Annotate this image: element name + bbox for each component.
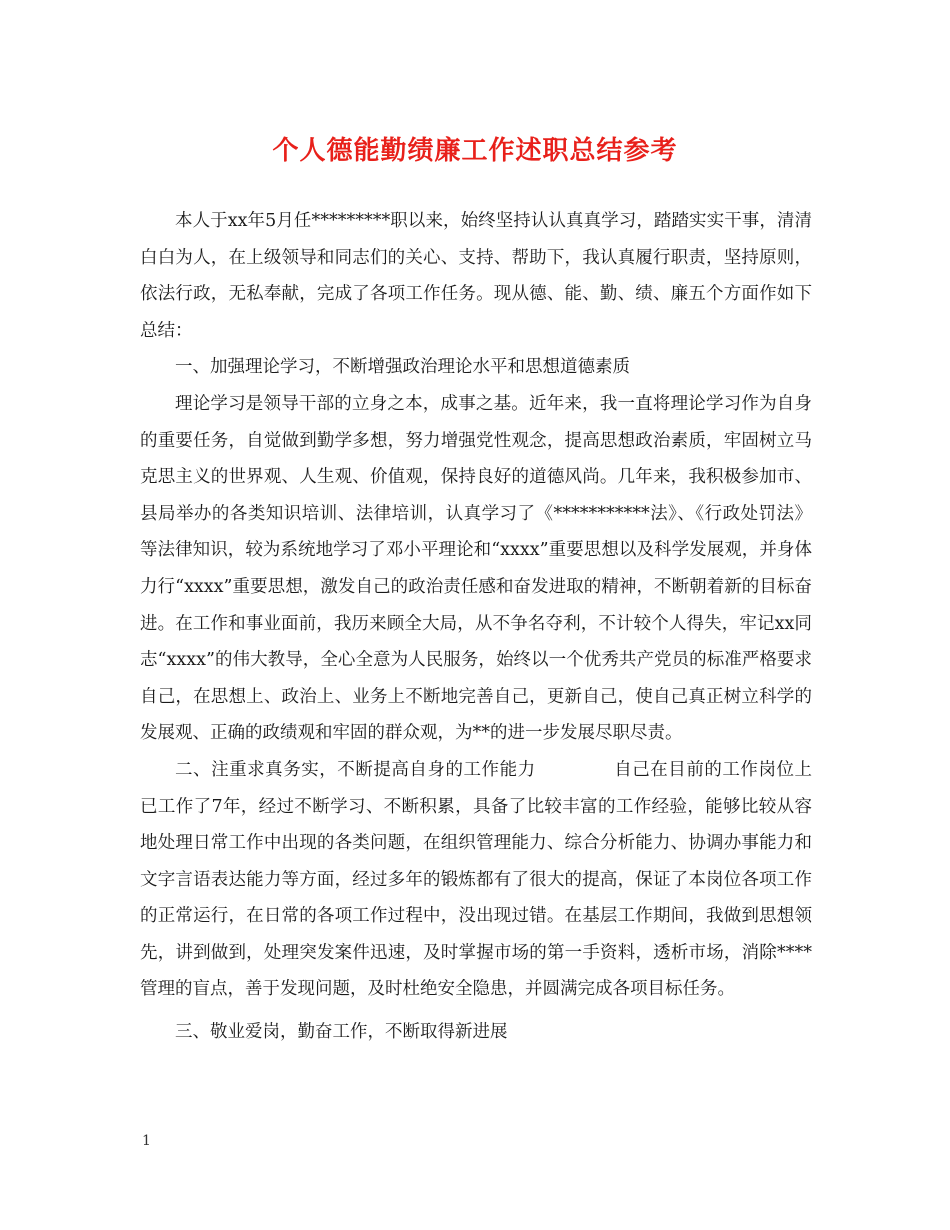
section-one-paragraph: 理论学习是领导干部的立身之本，成事之基。近年来，我一直将理论学习作为自身的重要任务，自觉做到勤学多想，努力增强党性观念，提高思想政治素质，牢固树立马克思主义的世界观、人生观、价值观，保持良好的道德风尚。几年来，我积极参加市、县局举办的各类知识培训、法律培训，认真学习了《***********法》、《行政处罚法》等法律知识，较为系统地学习了邓小平理论和“xxxx”重要思想以及科学发展观，并身体力行“xxxx”重要思想，激发自己的政治责任感和奋发进取的精神，不断朝着新的目标奋进。在工作和事业面前，我历来顾全大局，从不争名夺利，不计较个人得失，牢记xx同志“xxxx”的伟大教导，全心全意为人民服务，始终以一个优秀共产党员的标准严格要求自己，在思想上、政治上、业务上不断地完善自己，更新自己，使自己真正树立科学的发展观、正确的政绩观和牢固的群众观，为**的进一步发展尽职尽责。 xyxy=(140,393,812,744)
page-number: 1 xyxy=(142,1133,151,1149)
section-three-heading: 三、敬业爱岗，勤奋工作，不断取得新进展 xyxy=(175,1022,508,1043)
document-body xyxy=(140,203,812,1051)
section-one-heading: 一、加强理论学习，不断增强政治理论水平和思想道德素质 xyxy=(175,357,630,378)
intro-paragraph: 本人于xx年5月任*********职以来，始终坚持认认真真学习，踏踏实实干事，清清白白为人，在上级领导和同志们的关心、支持、帮助下，我认真履行职责，坚持原则，依法行政，无私奉献，完成了各项工作任务。现从德、能、勤、绩、廉五个方面作如下总结： xyxy=(140,211,812,341)
section-two-text: 自己在目前的工作岗位上已工作了7年，经过不断学习、不断积累，具备了比较丰富的工作经验，能够比较从容地处理日常工作中出现的各类问题，在组织管理能力、综合分析能力、协调办事能力和文字言语表达能力等方面，经过多年的锻炼都有了很大的提高，保证了本岗位各项工作的正常运行，在日常的各项工作过程中，没出现过错。在基层工作期间，我做到思想领先，讲到做到，处理突发案件迅速，及时掌握市场的第一手资料，透析市场，消除****管理的盲点，善于发现问题，及时杜绝安全隐患，并圆满完成各项目标任务。 xyxy=(140,759,813,1000)
section-two-heading: 二、注重求真务实，不断提高自身的工作能力 xyxy=(175,759,536,780)
section-two-paragraph xyxy=(140,752,812,1008)
document-title: 个人德能勤绩廉工作述职总结参考 xyxy=(272,136,678,166)
